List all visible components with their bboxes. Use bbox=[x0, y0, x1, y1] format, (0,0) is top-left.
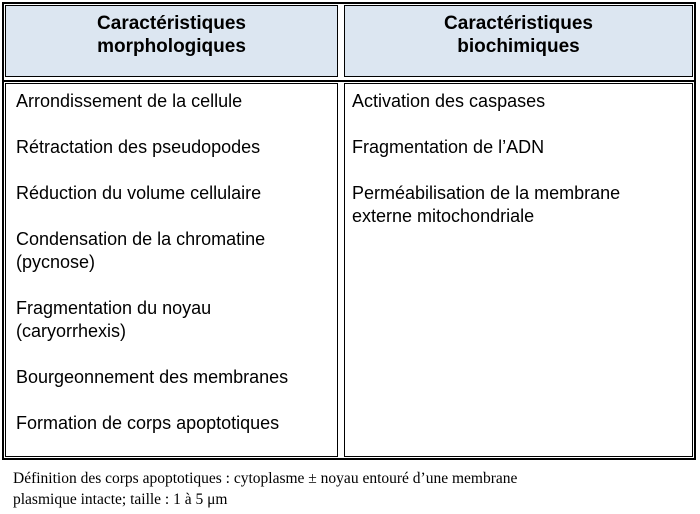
list-item: Fragmentation du noyau (caryorrhexis) bbox=[16, 298, 212, 341]
table-header-row bbox=[4, 4, 694, 80]
header-morphological-label: Caractéristiques morphologiques bbox=[97, 13, 246, 57]
list-item: Réduction du volume cellulaire bbox=[16, 183, 262, 203]
header-morphological bbox=[5, 5, 338, 77]
list-item: Rétractation des pseudopodes bbox=[16, 137, 261, 157]
header-biochemical bbox=[344, 5, 693, 77]
footnote: Définition des corps apoptotiques : cytoplasme ± noyau entouré d’une membrane plasmique intacte; taille : 1 à 5 μm bbox=[13, 470, 518, 508]
list-item: Condensation de la chromatine (pycnose) bbox=[16, 229, 266, 272]
morphological-cell bbox=[5, 83, 338, 457]
table-body-row bbox=[4, 82, 694, 458]
list-item: Formation de corps apoptotiques bbox=[16, 413, 280, 433]
list-item: Fragmentation de l’ADN bbox=[352, 137, 545, 157]
biochemical-cell bbox=[344, 83, 693, 457]
list-item: Bourgeonnement des membranes bbox=[16, 367, 289, 387]
header-biochemical-label: Caractéristiques biochimiques bbox=[444, 13, 593, 57]
list-item: Activation des caspases bbox=[352, 91, 546, 111]
list-item: Arrondissement de la cellule bbox=[16, 91, 243, 111]
list-item: Perméabilisation de la membrane externe mitochondriale bbox=[352, 183, 621, 226]
characteristics-table bbox=[2, 2, 696, 460]
